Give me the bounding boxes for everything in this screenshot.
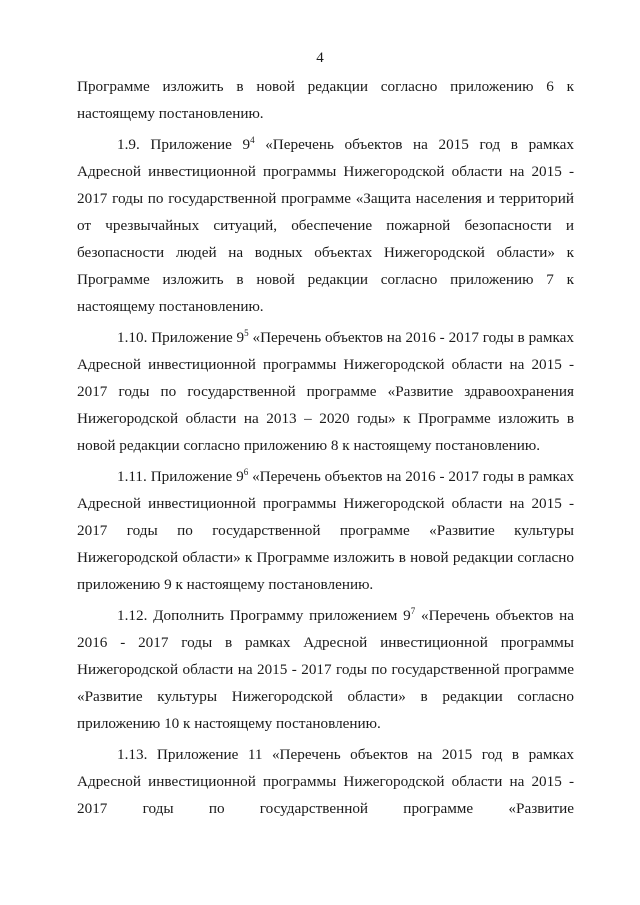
paragraph-text: 1.9. Приложение 9 bbox=[117, 136, 251, 153]
document-body bbox=[77, 73, 574, 826]
paragraph-1-12 bbox=[77, 602, 574, 737]
paragraph-text: Программе изложить в новой редакции согласно приложению 6 к настоящему постановлению. bbox=[77, 78, 574, 122]
superscript: 7 bbox=[410, 606, 416, 616]
superscript: 5 bbox=[244, 328, 249, 338]
superscript: 4 bbox=[250, 135, 255, 145]
paragraph-1-11 bbox=[77, 463, 574, 598]
paragraph-1-13 bbox=[77, 741, 574, 822]
superscript: 6 bbox=[243, 467, 249, 477]
paragraph-text: 1.11. Приложение 9 bbox=[117, 468, 244, 485]
paragraph-1-9 bbox=[77, 131, 574, 320]
paragraph-text: «Перечень объектов на 2016 - 2017 годы в рамках Адресной инвестиционной программы Нижегородской области на 2015 - 2017 годы по государственной программе «Развитие здравоохранения Нижегородской области на 2013 – 2020 годы» к Программе изложить в новой редакции согласно приложению 8 к настоящему постановлению. bbox=[77, 329, 574, 454]
paragraph-1-10 bbox=[77, 324, 574, 459]
paragraph-continuation bbox=[77, 73, 574, 127]
paragraph-text: 1.10. Приложение 9 bbox=[117, 329, 245, 346]
paragraph-text: «Перечень объектов на 2015 год в рамках Адресной инвестиционной программы Нижегородской области на 2015 - 2017 годы по государственной программе «Защита населения и территорий от чрезвычайных ситуаций, обеспечение пожарной безопасности и безопасности людей на водных объектах Нижегородской области» к Программе изложить в новой редакции согласно приложению 7 к настоящему постановлению. bbox=[77, 136, 574, 315]
paragraph-text: «Перечень объектов на 2016 - 2017 годы в рамках Адресной инвестиционной программы Нижегородской области на 2015 - 2017 годы по государственной программе «Развитие культуры Нижегородской области» к Программе изложить в новой редакции согласно приложению 9 к настоящему постановлению. bbox=[77, 468, 575, 593]
paragraph-text: 1.12. Дополнить Программу приложением 9 bbox=[117, 607, 411, 624]
paragraph-text: «Перечень объектов на 2016 - 2017 годы в рамках Адресной инвестиционной программы Нижегородской области на 2015 - 2017 годы по государственной программе «Развитие культуры Нижегородской области» в редакции согласно приложению 10 к настоящему постановлению. bbox=[77, 607, 574, 732]
paragraph-text: 1.13. Приложение 11 «Перечень объектов на 2015 год в рамках Адресной инвестиционной программы Нижегородской области на 2015 - 2017 годы по государственной программе «Развитие bbox=[77, 746, 574, 817]
page-number: 4 bbox=[316, 50, 324, 66]
